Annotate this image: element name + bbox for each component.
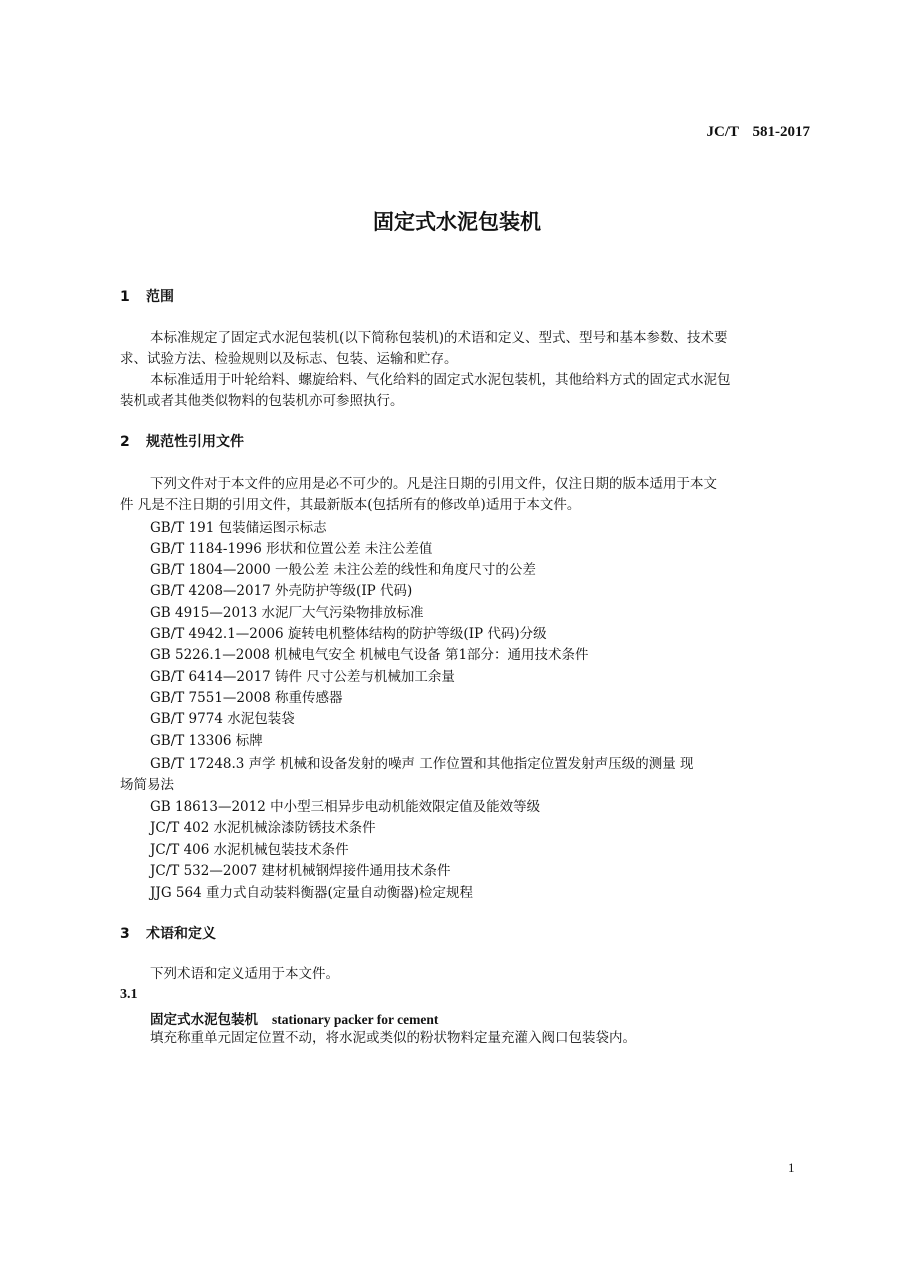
reference-item: JJG 564 重力式自动装料衡器(定量自动衡器)检定规程: [150, 885, 473, 901]
reference-item: JC/T 402 水泥机械涂漆防锈技术条件: [150, 820, 376, 836]
reference-item: GB/T 17248.3 声学 机械和设备发射的噪声 工作位置和其他指定位置发射声压级的测量 现: [150, 756, 694, 772]
reference-item: GB/T 1804—2000 一般公差 未注公差的线性和角度尺寸的公差: [150, 562, 536, 578]
section-title: 规范性引用文件: [146, 434, 244, 450]
reference-item-continuation: 场简易法: [120, 777, 174, 793]
section-1-heading: [120, 286, 174, 306]
references-intro-line-2: 件 凡是不注日期的引用文件，其最新版本(包括所有的修改单)适用于本文件。: [120, 497, 581, 513]
reference-item: GB 18613—2012 中小型三相异步电动机能效限定值及能效等级: [150, 799, 541, 815]
term-english: stationary packer for cement: [272, 1012, 439, 1027]
scope-paragraph-1-line-1: 本标准规定了固定式水泥包装机(以下简称包装机)的术语和定义、型式、型号和基本参数、技术要: [150, 330, 728, 346]
reference-item: GB/T 9774 水泥包装袋: [150, 711, 295, 727]
reference-item: GB/T 13306 标牌: [150, 733, 263, 749]
section-number: 1: [120, 289, 130, 305]
reference-item: GB/T 4208—2017 外壳防护等级(IP 代码): [150, 583, 413, 599]
scope-paragraph-2-line-1: 本标准适用于叶轮给料、螺旋给料、气化给料的固定式水泥包装机，其他给料方式的固定式水泥包: [150, 372, 731, 388]
references-intro-line-1: 下列文件对于本文件的应用是必不可少的。凡是注日期的引用文件，仅注日期的版本适用于本文: [150, 476, 717, 492]
section-title: 术语和定义: [146, 926, 216, 942]
section-title: 范围: [146, 289, 174, 305]
section-number: 3: [120, 926, 130, 942]
reference-item: GB 5226.1—2008 机械电气安全 机械电气设备 第1部分：通用技术条件: [150, 647, 589, 663]
section-number: 2: [120, 434, 130, 450]
page-number: 1: [788, 1160, 795, 1175]
reference-item: GB/T 4942.1—2006 旋转电机整体结构的防护等级(IP 代码)分级: [150, 626, 547, 642]
reference-item: GB/T 6414—2017 铸件 尺寸公差与机械加工余量: [150, 669, 455, 685]
term-chinese: 固定式水泥包装机: [150, 1012, 258, 1028]
reference-item: JC/T 406 水泥机械包装技术条件: [150, 842, 349, 858]
scope-paragraph-2-line-2: 装机或者其他类似物料的包装机亦可参照执行。: [120, 393, 404, 409]
section-2-heading: [120, 431, 244, 451]
standard-code: JC/T 581-2017: [706, 124, 810, 140]
reference-item: GB/T 1184-1996 形状和位置公差 未注公差值: [150, 541, 433, 557]
document-title: 固定式水泥包装机: [373, 210, 541, 234]
section-3-heading: [120, 923, 216, 943]
term-entry: [150, 1008, 438, 1028]
terms-intro: 下列术语和定义适用于本文件。: [150, 966, 339, 982]
reference-item: JC/T 532—2007 建材机械钢焊接件通用技术条件: [150, 863, 451, 879]
reference-item: GB/T 191 包装储运图示标志: [150, 520, 327, 536]
reference-item: GB/T 7551—2008 称重传感器: [150, 690, 343, 706]
scope-paragraph-1-line-2: 求、试验方法、检验规则以及标志、包装、运输和贮存。: [120, 351, 458, 367]
reference-item: GB 4915—2013 水泥厂大气污染物排放标准: [150, 605, 424, 621]
term-definition: 填充称重单元固定位置不动，将水泥或类似的粉状物料定量充灌入阀口包装袋内。: [150, 1030, 636, 1046]
clause-number: 3.1: [120, 987, 138, 1002]
